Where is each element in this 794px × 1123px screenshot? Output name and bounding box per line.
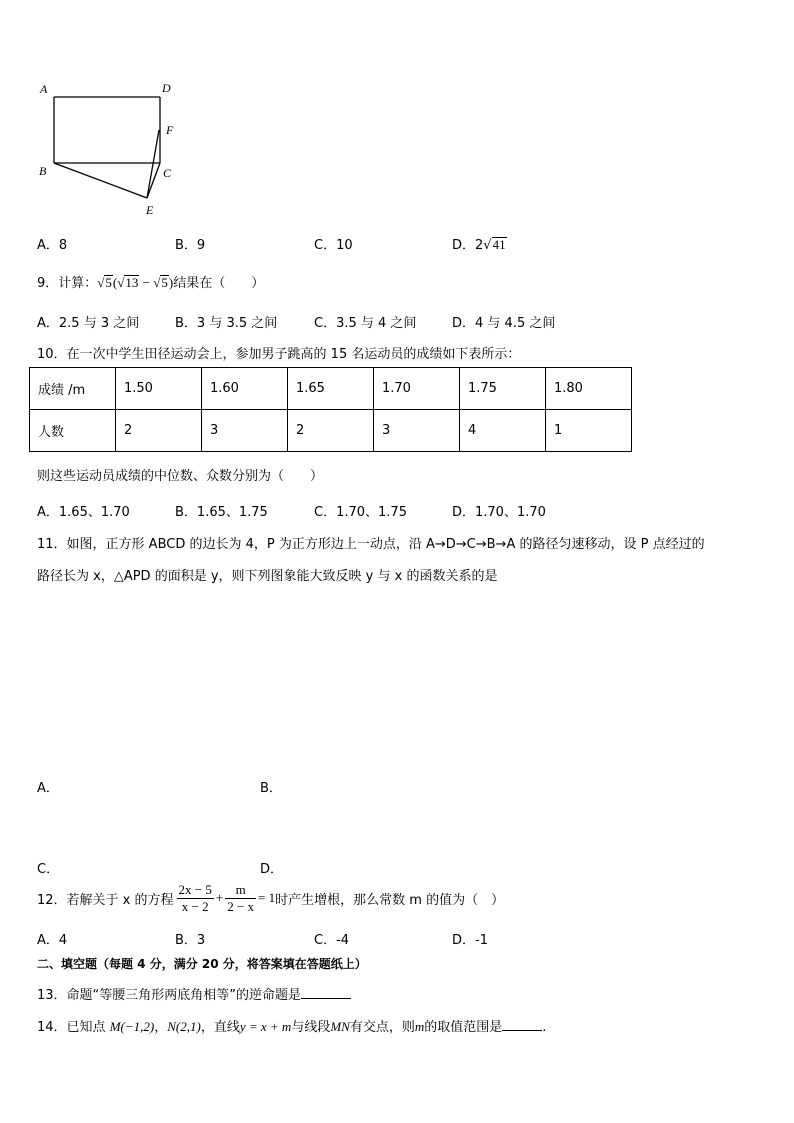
q12-fraction-2 <box>225 882 256 915</box>
table-cell: 1.80 <box>546 368 632 410</box>
q8-option-d[interactable] <box>452 234 507 253</box>
segment-EC <box>147 163 160 198</box>
radical-sign: √ <box>153 275 161 290</box>
q8-option-b[interactable]: B．9 <box>175 238 206 253</box>
q12-fraction-1-denominator: x − 2 <box>181 898 209 914</box>
q10-question: 则这些运动员成绩的中位数、众数分别为（ ） <box>37 469 324 484</box>
label-C: C <box>163 166 172 180</box>
q12-stem <box>37 880 504 916</box>
score-table <box>29 367 632 452</box>
q11-option-b[interactable]: B． <box>260 781 282 796</box>
label-A: A <box>40 82 48 96</box>
table-row-scores <box>30 368 632 410</box>
q12-fraction-1 <box>177 882 214 915</box>
q12-fraction-1-numerator: 2x − 5 <box>178 881 212 897</box>
radical-sign: √ <box>483 238 492 253</box>
q9-radicand-2: 13 <box>125 275 139 290</box>
q13-stem <box>37 984 351 1003</box>
q9-suffix: 结果在（ ） <box>173 276 265 291</box>
q12-plus: + <box>215 890 224 905</box>
q13-answer-blank[interactable] <box>301 986 351 999</box>
q14-mid: ，直线 <box>200 1020 240 1035</box>
q14-stem <box>37 1016 546 1035</box>
table-cell: 4 <box>460 410 546 452</box>
q8-option-c[interactable]: C．10 <box>314 238 353 253</box>
q8-option-d-label: D．2 <box>452 238 484 253</box>
q12-fraction-2-denominator: 2 − x <box>227 898 255 914</box>
q12-option-c[interactable]: C．-4 <box>314 933 350 948</box>
table-cell-header: 人数 <box>30 410 116 452</box>
q14-end: . <box>542 1020 547 1035</box>
segment-EF <box>147 130 159 198</box>
table-cell: 1.70 <box>374 368 460 410</box>
q11-option-d[interactable]: D． <box>260 862 284 877</box>
q14-mid3: 有交点，则 <box>349 1020 415 1035</box>
q11-stem-line1: 11．如图，正方形 ABCD 的边长为 4，P 为正方形边上一动点，沿 A→D→C→B→A 的路径匀速移动，设 P 点经过的 <box>37 537 705 552</box>
q9-minus: − <box>139 275 154 290</box>
q10-option-a[interactable]: A．1.65、1.70 <box>37 505 130 520</box>
q10-option-c[interactable]: C．1.70、1.75 <box>314 505 407 520</box>
label-E: E <box>146 203 154 217</box>
paren-open: ( <box>112 275 118 290</box>
label-D: D <box>162 81 171 95</box>
q14-suffix: 的取值范围是 <box>424 1020 503 1035</box>
label-F: F <box>166 123 174 137</box>
q9-option-a[interactable]: A．2.5 与 3 之间 <box>37 316 140 331</box>
q12-fraction-2-numerator: m <box>225 882 256 899</box>
q12-option-b[interactable]: B．3 <box>175 933 206 948</box>
q12-suffix: 时产生增根，那么常数 m 的值为（ ） <box>275 892 505 908</box>
table-cell: 1.65 <box>288 368 374 410</box>
q11-option-c[interactable]: C． <box>37 862 60 877</box>
q12-equals: = 1 <box>258 890 276 905</box>
q12-option-d[interactable]: D．-1 <box>452 933 488 948</box>
label-B: B <box>39 164 47 178</box>
table-cell: 2 <box>116 410 202 452</box>
q9-option-d[interactable]: D．4 与 4.5 之间 <box>452 316 556 331</box>
q10-stem: 10．在一次中学生田径运动会上，参加男子跳高的 15 名运动员的成绩如下表所示： <box>37 347 521 362</box>
q10-option-d[interactable]: D．1.70、1.70 <box>452 505 546 520</box>
q14-comma: ， <box>154 1020 168 1035</box>
q10-option-b[interactable]: B．1.65、1.75 <box>175 505 268 520</box>
q14-point-n: N(2,1) <box>167 1019 201 1034</box>
radical-sign: √ <box>117 275 125 290</box>
section-heading: 二、填空题（每题 4 分，满分 20 分，将答案填在答题纸上） <box>37 957 367 971</box>
segment-BE <box>54 163 147 198</box>
table-cell: 3 <box>202 410 288 452</box>
q11-option-a[interactable]: A． <box>37 781 59 796</box>
table-cell: 1 <box>546 410 632 452</box>
q9-radicand-3: 5 <box>161 275 168 290</box>
table-cell: 1.60 <box>202 368 288 410</box>
q9-option-c[interactable]: C．3.5 与 4 之间 <box>314 316 417 331</box>
q14-point-m: M(−1,2) <box>109 1019 155 1034</box>
q14-variable: m <box>414 1019 425 1034</box>
paren-close: ) <box>168 275 174 290</box>
table-cell: 1.50 <box>116 368 202 410</box>
q8-option-a[interactable]: A．8 <box>37 238 68 253</box>
table-cell: 1.75 <box>460 368 546 410</box>
q9-stem <box>37 272 264 291</box>
radical-sign: √ <box>97 275 105 290</box>
q14-answer-blank[interactable] <box>502 1018 542 1031</box>
q13-text: 13．命题“等腰三角形两底角相等”的逆命题是 <box>37 988 302 1003</box>
geometry-figure-q8 <box>30 78 190 223</box>
q8-option-d-radicand: 41 <box>492 237 506 252</box>
q14-line-equation: y = x + m <box>239 1019 292 1034</box>
q9-prefix: 9．计算： <box>37 276 98 291</box>
q12-option-a[interactable]: A．4 <box>37 933 68 948</box>
q14-segment: MN <box>330 1019 350 1034</box>
q9-radicand-1: 5 <box>105 275 112 290</box>
table-cell: 2 <box>288 410 374 452</box>
table-cell-header: 成绩 /m <box>30 368 116 410</box>
table-cell: 3 <box>374 410 460 452</box>
q9-option-b[interactable]: B．3 与 3.5 之间 <box>175 316 278 331</box>
q14-mid2: 与线段 <box>291 1020 331 1035</box>
q11-stem-line2: 路径长为 x，△APD 的面积是 y，则下列图象能大致反映 y 与 x 的函数关系的是 <box>37 569 498 584</box>
q12-prefix: 12．若解关于 x 的方程 <box>37 892 174 908</box>
q14-prefix: 14．已知点 <box>37 1020 106 1035</box>
table-row-counts <box>30 410 632 452</box>
